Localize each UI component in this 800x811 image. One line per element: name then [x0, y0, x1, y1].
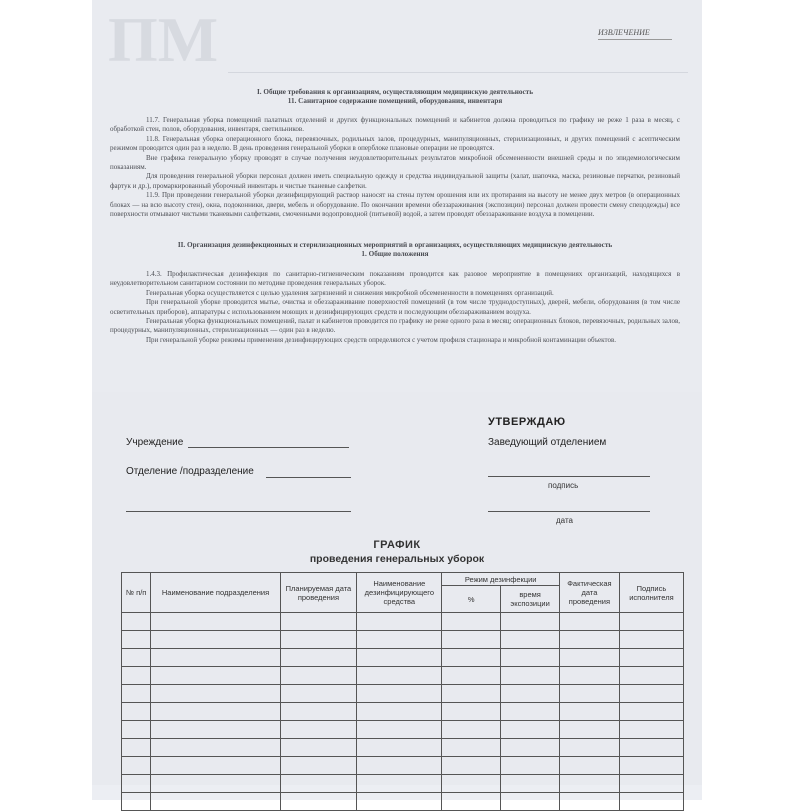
- table-cell[interactable]: [280, 703, 357, 721]
- table-cell[interactable]: [122, 685, 151, 703]
- table-row: [122, 739, 684, 757]
- table-cell[interactable]: [619, 757, 683, 775]
- section1-title: I. Общие требования к организациям, осуществляющим медицинскую деятельность: [256, 88, 534, 96]
- table-row: [122, 613, 684, 631]
- section2-paragraph: При генеральной уборке режимы применения дезинфицирующих средств определяются с учетом профиля стационара и микробной контаминации объектов.: [146, 335, 616, 344]
- section1-paragraph: 11.8. Генеральная уборка операционного блока, перевязочных, родильных залов, процедурных, манипуляционных, стерилизационных, и других помещений с асептическим режимом проводится один раз в неделю. В день проведения генеральной уборки в оперблоке плановые операции не проводятся.: [110, 134, 680, 153]
- col-percent: %: [442, 586, 501, 613]
- table-cell[interactable]: [501, 721, 560, 739]
- section2-subtitle: 1. Общие положения: [361, 250, 429, 258]
- table-cell[interactable]: [151, 775, 280, 793]
- table-cell[interactable]: [151, 649, 280, 667]
- table-cell[interactable]: [560, 793, 620, 811]
- table-cell[interactable]: [357, 631, 442, 649]
- table-cell[interactable]: [619, 631, 683, 649]
- col-exposure: время экспозиции: [501, 586, 560, 613]
- table-cell[interactable]: [151, 631, 280, 649]
- table-cell[interactable]: [151, 667, 280, 685]
- table-cell[interactable]: [122, 775, 151, 793]
- table-cell[interactable]: [501, 793, 560, 811]
- col-agent: Наименование дезинфицирующего средства: [357, 573, 442, 613]
- table-cell[interactable]: [442, 739, 501, 757]
- table-cell[interactable]: [151, 793, 280, 811]
- table-cell[interactable]: [357, 793, 442, 811]
- table-cell[interactable]: [501, 631, 560, 649]
- section1-paragraph: Вне графика генеральную уборку проводят в случае получения неудовлетворительных результатов микробной обсемененности внешней среды и по эпидемиологическим показаниям.: [110, 153, 680, 172]
- table-cell[interactable]: [501, 757, 560, 775]
- table-cell[interactable]: [122, 757, 151, 775]
- section1-subtitle: 11. Санитарное содержание помещений, оборудования, инвентаря: [287, 97, 503, 105]
- extract-label: [598, 28, 672, 40]
- table-cell[interactable]: [442, 793, 501, 811]
- table-cell[interactable]: [501, 685, 560, 703]
- table-cell[interactable]: [280, 613, 357, 631]
- table-cell[interactable]: [560, 649, 620, 667]
- table-cell[interactable]: [280, 721, 357, 739]
- extract-label-rule: [598, 39, 672, 40]
- table-cell[interactable]: [619, 775, 683, 793]
- table-cell[interactable]: [560, 631, 620, 649]
- table-cell[interactable]: [442, 613, 501, 631]
- approve-title: УТВЕРЖДАЮ: [488, 416, 566, 428]
- section2-paragraph: Генеральная уборка осуществляется с целью удаления загрязнений и снижения микробной обсемененности в помещениях организаций.: [146, 288, 554, 297]
- table-cell[interactable]: [122, 793, 151, 811]
- section2-header: [110, 241, 680, 259]
- table-cell[interactable]: [151, 757, 280, 775]
- table-row: [122, 721, 684, 739]
- schedule-title: ГРАФИК: [373, 539, 421, 551]
- table-cell[interactable]: [122, 613, 151, 631]
- col-unit: Наименование подразделения: [151, 573, 280, 613]
- table-cell[interactable]: [280, 757, 357, 775]
- table-cell[interactable]: [280, 685, 357, 703]
- table-cell[interactable]: [151, 613, 280, 631]
- section2-title: II. Организация дезинфекционных и стерилизационных мероприятий в организациях, осуществляющих медицинскую деятельность: [177, 241, 613, 249]
- table-cell[interactable]: [280, 649, 357, 667]
- table-cell[interactable]: [122, 631, 151, 649]
- table-row: [122, 775, 684, 793]
- table-cell[interactable]: [357, 775, 442, 793]
- table-cell[interactable]: [357, 757, 442, 775]
- table-cell[interactable]: [280, 667, 357, 685]
- table-cell[interactable]: [501, 649, 560, 667]
- table-cell[interactable]: [560, 739, 620, 757]
- table-row: [122, 703, 684, 721]
- table-cell[interactable]: [122, 649, 151, 667]
- table-cell[interactable]: [619, 703, 683, 721]
- table-cell[interactable]: [357, 739, 442, 757]
- col-actual-date: Фактическая дата проведения: [560, 573, 620, 613]
- table-cell[interactable]: [619, 667, 683, 685]
- table-cell[interactable]: [280, 793, 357, 811]
- table-row: [122, 685, 684, 703]
- table-cell[interactable]: [619, 685, 683, 703]
- table-cell[interactable]: [619, 649, 683, 667]
- department-field-extra[interactable]: [126, 511, 351, 512]
- institution-field[interactable]: [188, 447, 349, 448]
- table-cell[interactable]: [357, 703, 442, 721]
- table-cell[interactable]: [619, 721, 683, 739]
- head-label: Заведующий отделением: [488, 437, 607, 448]
- table-cell[interactable]: [619, 613, 683, 631]
- section1-paragraph: 11.9. При проведении генеральной уборки дезинфицирующий раствор наносят на стены путем орошения или их протирания на высоту не менее двух метров (в операционных блоках — на всю высоту стен), окна, подоконники, двери, мебель и оборудование. По окончании времени обеззараживания (экспозиции) персонал должен провести смену спецодежды) все поверхности отмывают чистыми тканевыми салфетками, смоченными водопроводной (питьевой) водой, а затем проводят обеззараживание воздуха в помещении.: [110, 191, 680, 219]
- table-cell[interactable]: [501, 775, 560, 793]
- col-number: № п/п: [122, 573, 151, 613]
- section1-body: [110, 116, 680, 219]
- table-cell[interactable]: [151, 721, 280, 739]
- table-cell[interactable]: [280, 739, 357, 757]
- table-cell[interactable]: [151, 739, 280, 757]
- section2-paragraph: Генеральная уборка функциональных помещений, палат и кабинетов проводится по графику не реже одного раза в месяц; операционных блоков, перевязочных, родильных залов, процедурных, манипуляционных, стерилизационных — один раз в неделю.: [110, 317, 680, 335]
- table-row: [122, 757, 684, 775]
- table-cell[interactable]: [501, 667, 560, 685]
- table-cell[interactable]: [357, 649, 442, 667]
- table-row: [122, 631, 684, 649]
- table-cell[interactable]: [442, 631, 501, 649]
- section1-paragraph: 11.7. Генеральная уборка помещений палатных отделений и других функциональных помещений и кабинетов должна проводиться по графику не реже 1 раза в месяц, с обработкой стен, полов, оборудования, инвентаря, светильников.: [110, 116, 680, 134]
- extract-label-text: ИЗВЛЕЧЕНИЕ: [598, 28, 650, 37]
- table-cell[interactable]: [357, 613, 442, 631]
- table-cell[interactable]: [501, 739, 560, 757]
- table-cell[interactable]: [560, 667, 620, 685]
- table-cell[interactable]: [357, 721, 442, 739]
- table-cell[interactable]: [151, 703, 280, 721]
- institution-label: Учреждение: [126, 437, 184, 448]
- col-planned-date: Планируемая дата проведения: [280, 573, 357, 613]
- table-cell[interactable]: [560, 757, 620, 775]
- date-field[interactable]: [488, 511, 650, 512]
- col-signature: Подпись исполнителя: [619, 573, 683, 613]
- table-cell[interactable]: [280, 775, 357, 793]
- table-cell[interactable]: [619, 739, 683, 757]
- table-cell[interactable]: [151, 685, 280, 703]
- table-cell[interactable]: [280, 631, 357, 649]
- section2-body: [110, 270, 680, 345]
- table-cell[interactable]: [442, 703, 501, 721]
- table-cell[interactable]: [442, 721, 501, 739]
- section2-paragraph: 1.4.3. Профилактическая дезинфекция по санитарно-гигиеническим показаниям проводится как разовое мероприятие в помещениях организаций, находящихся в неудовлетворительном санитарном состоянии по методике проведения генеральных уборок.: [110, 270, 680, 288]
- table-row: [122, 649, 684, 667]
- table-cell[interactable]: [560, 703, 620, 721]
- table-cell[interactable]: [501, 613, 560, 631]
- signature-field[interactable]: [488, 476, 650, 477]
- table-row: [122, 667, 684, 685]
- table-cell[interactable]: [560, 721, 620, 739]
- table-cell[interactable]: [619, 793, 683, 811]
- divider: [228, 72, 688, 73]
- watermark-logo: ПМ: [108, 4, 219, 75]
- department-field[interactable]: [266, 477, 351, 478]
- schedule-subtitle: проведения генеральных уборок: [309, 553, 485, 565]
- section1-header: [110, 88, 680, 106]
- table-cell[interactable]: [560, 613, 620, 631]
- table-cell[interactable]: [357, 667, 442, 685]
- table-cell[interactable]: [442, 757, 501, 775]
- table-cell[interactable]: [122, 721, 151, 739]
- table-cell[interactable]: [122, 667, 151, 685]
- department-label: Отделение /подразделение: [126, 466, 254, 477]
- date-label: дата: [556, 516, 573, 525]
- table-cell[interactable]: [442, 685, 501, 703]
- table-row: [122, 793, 684, 811]
- table-cell[interactable]: [442, 775, 501, 793]
- col-mode: Режим дезинфекции: [442, 573, 560, 586]
- table-cell[interactable]: [442, 667, 501, 685]
- signature-label: подпись: [548, 481, 579, 490]
- table-cell[interactable]: [501, 703, 560, 721]
- section2-paragraph: При генеральной уборке проводится мытье, очистка и обеззараживание поверхностей помещений (в том числе труднодоступных), дверей, мебели, оборудования (в том числе осветительных приборов), аппаратуры с использованием моющих и дезинфицирующих средств и последующим обеззараживанием воздуха.: [110, 298, 680, 316]
- table-cell[interactable]: [442, 649, 501, 667]
- table-cell[interactable]: [357, 685, 442, 703]
- schedule-table: [121, 572, 684, 811]
- section1-paragraph: Для проведения генеральной уборки персонал должен иметь специальную одежду и средства индивидуальной защиты (халат, шапочка, маска, резиновые перчатки, резиновый фартук и др.), промаркированный уборочный инвентарь и чистые тканевые салфетки.: [110, 172, 680, 190]
- table-cell[interactable]: [122, 703, 151, 721]
- table-cell[interactable]: [122, 739, 151, 757]
- table-cell[interactable]: [560, 775, 620, 793]
- table-cell[interactable]: [560, 685, 620, 703]
